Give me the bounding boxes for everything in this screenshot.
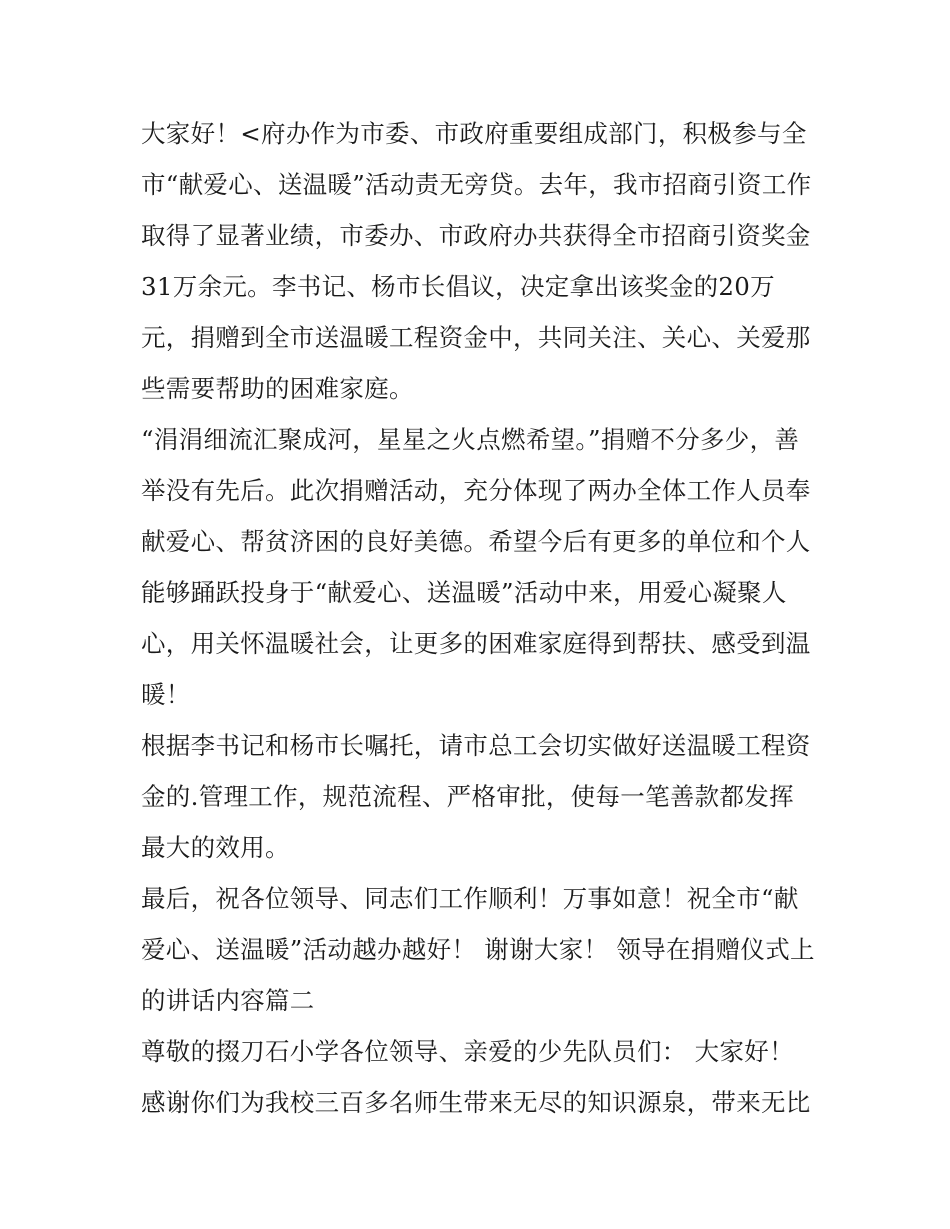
text-line: 心，用关怀温暖社会，让更多的困难家庭得到帮扶、感受到温 bbox=[141, 629, 811, 658]
text-line: 献爱心、帮贫济困的良好美德。希望今后有更多的单位和个人 bbox=[141, 527, 811, 556]
text-line: 暖！ bbox=[141, 680, 191, 709]
text-line: 大家好！<府办作为市委、市政府重要组成部门，积极参与全 bbox=[141, 119, 807, 148]
text-line: 最后，祝各位领导、同志们工作顺利！万事如意！祝全市“献 bbox=[141, 884, 799, 913]
text-line: 些需要帮助的困难家庭。 bbox=[141, 374, 414, 403]
text-line: 31万余元。李书记、杨市长倡议，决定拿出该奖金的20万 bbox=[141, 272, 775, 301]
text-line: 金的.管理工作，规范流程、严格审批，使每一笔善款都发挥 bbox=[141, 782, 794, 811]
text-line: 感谢你们为我校三百多名师生带来无尽的知识源泉，带来无比 bbox=[141, 1088, 811, 1117]
text-line: “涓涓细流汇聚成河，星星之火点燃希望。”捐赠不分多少，善 bbox=[141, 425, 800, 454]
text-line: 元，捐赠到全市送温暖工程资金中，共同关注、关心、关爱那 bbox=[141, 323, 811, 352]
document-body bbox=[141, 108, 821, 1128]
text-line: 市“献爱心、送温暖”活动责无旁贷。去年，我市招商引资工作 bbox=[141, 170, 812, 199]
text-line: 尊敬的掇刀石小学各位领导、亲爱的少先队员们： 大家好！ bbox=[141, 1037, 794, 1066]
text-line: 能够踊跃投身于“献爱心、送温暖”活动中来，用爱心凝聚人 bbox=[141, 578, 787, 607]
text-line: 举没有先后。此次捐赠活动，充分体现了两办全体工作人员奉 bbox=[141, 476, 811, 505]
text-line: 最大的效用。 bbox=[141, 833, 290, 862]
text-line: 爱心、送温暖”活动越办越好！ 谢谢大家！ 领导在捐赠仪式上 bbox=[141, 935, 815, 964]
text-line: 取得了显著业绩，市委办、市政府办共获得全市招商引资奖金 bbox=[141, 221, 811, 250]
text-line: 的讲话内容篇二 bbox=[141, 986, 315, 1015]
text-line: 根据李书记和杨市长嘱托，请市总工会切实做好送温暖工程资 bbox=[141, 731, 811, 760]
